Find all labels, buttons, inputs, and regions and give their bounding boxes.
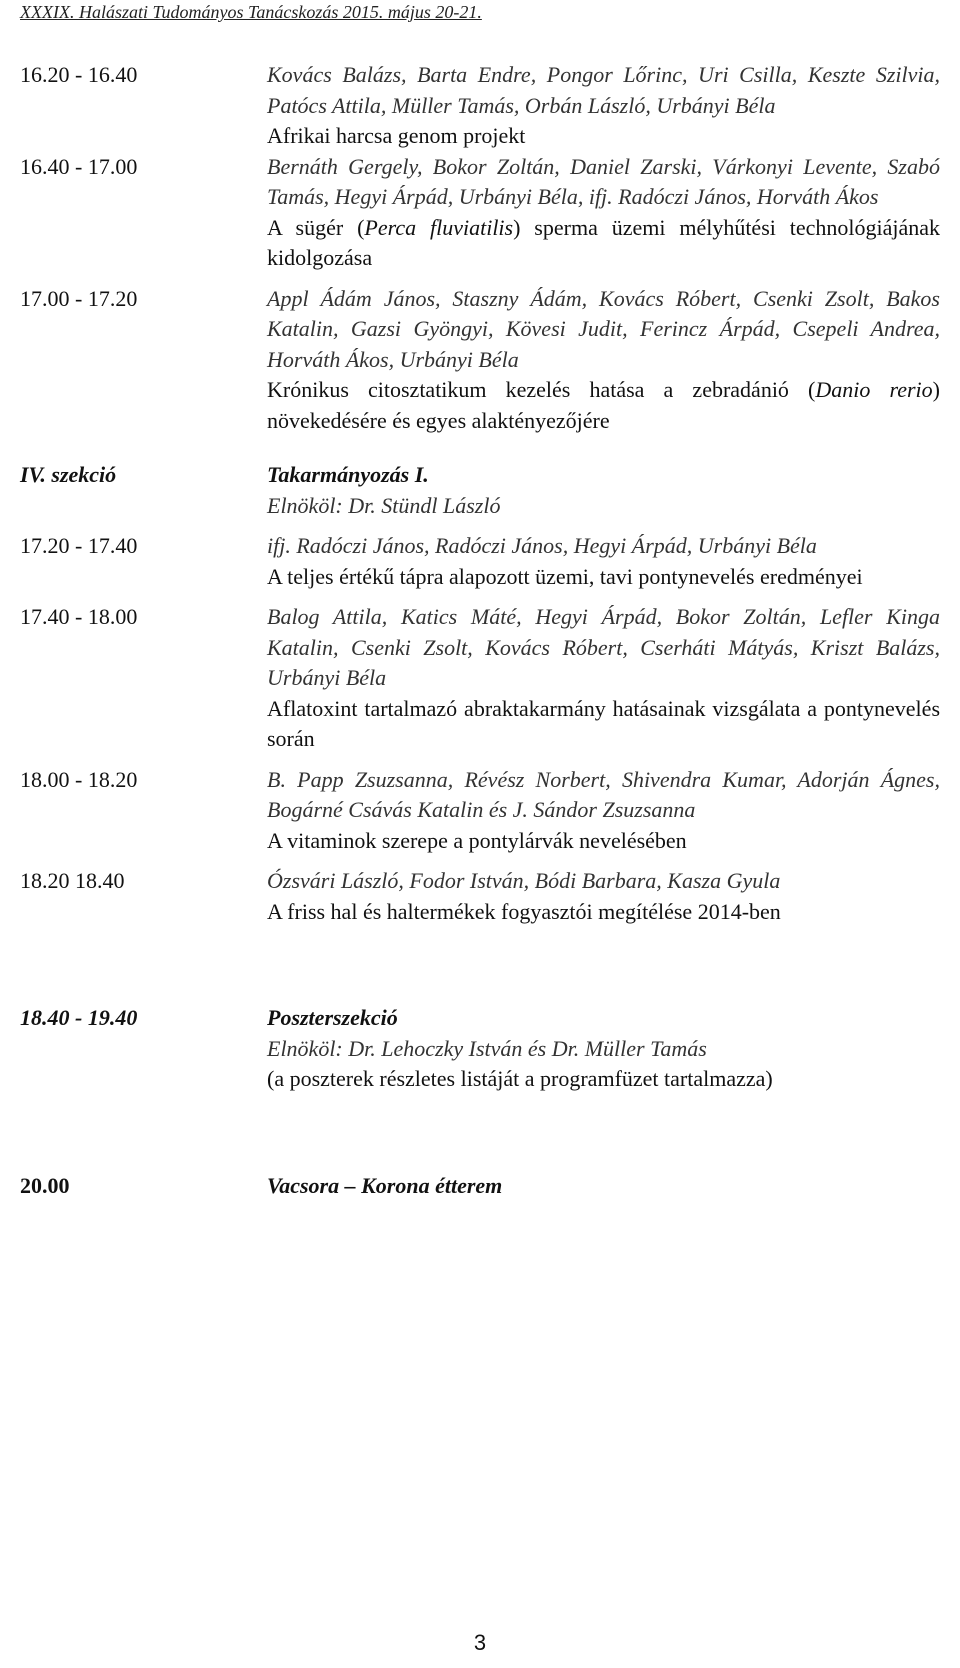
entry-time: 16.20 - 16.40 xyxy=(20,62,138,87)
entry-authors: Kovács Balázs, Barta Endre, Pongor Lőrinc, Uri Csilla, Keszte Szilvia, Patócs Attila, Müller Tamás, Orbán László, Urbányi Béla xyxy=(267,62,940,118)
program-schedule xyxy=(20,60,940,1201)
dinner-title: Vacsora – Korona étterem xyxy=(267,1172,503,1198)
schedule-entry xyxy=(20,60,940,152)
poster-note: (a poszterek részletes listáját a programfüzet tartalmazza) xyxy=(267,1066,773,1091)
entry-title: A friss hal és haltermékek fogyasztói megítélése 2014-ben xyxy=(267,898,781,924)
schedule-entry xyxy=(20,602,940,755)
species-name: Danio rerio xyxy=(815,377,933,402)
poster-session xyxy=(20,1003,940,1095)
entry-title: A vitaminok szerepe a pontylárvák nevelésében xyxy=(267,827,687,853)
section-label: IV. szekció xyxy=(20,462,117,487)
entry-authors: Ózsvári László, Fodor István, Bódi Barbara, Kasza Gyula xyxy=(267,868,781,893)
entry-time: 17.00 - 17.20 xyxy=(20,285,138,311)
entry-authors: B. Papp Zsuzsanna, Révész Norbert, Shivendra Kumar, Adorján Ágnes, Bogárné Csávás Katalin és J. Sándor Zsuzsanna xyxy=(267,766,940,822)
species-name: Perca fluviatilis xyxy=(364,214,514,240)
entry-title: Afrikai harcsa genom projekt xyxy=(267,123,526,148)
dinner-entry xyxy=(20,1171,940,1202)
schedule-entry xyxy=(20,531,940,592)
entry-title: Krónikus citosztatikum kezelés hatása a zebradánió (Danio rerio) növekedésére és egyes alaktényezőjére xyxy=(267,377,940,433)
poster-time: 18.40 - 19.40 xyxy=(20,1005,138,1030)
entry-title: Aflatoxint tartalmazó abraktakarmány hatásainak vizsgálata a pontynevelés során xyxy=(267,695,940,751)
entry-authors: ifj. Radóczi János, Radóczi János, Hegyi Árpád, Urbányi Béla xyxy=(267,533,817,558)
poster-chair: Elnököl: Dr. Lehoczky István és Dr. Müller Tamás xyxy=(267,1035,707,1061)
dinner-time: 20.00 xyxy=(20,1172,70,1198)
poster-title: Poszterszekció xyxy=(267,1005,398,1030)
entry-authors: Balog Attila, Katics Máté, Hegyi Árpád, Bokor Zoltán, Lefler Kinga Katalin, Csenki Zsolt, Kovács Róbert, Cserháti Mátyás, Kriszt Balázs, Urbányi Béla xyxy=(267,604,940,690)
section-chair: Elnököl: Dr. Stündl László xyxy=(267,492,501,518)
schedule-entry xyxy=(20,765,940,857)
schedule-entry xyxy=(20,152,940,274)
entry-time: 17.40 - 18.00 xyxy=(20,604,138,629)
schedule-entry xyxy=(20,284,940,437)
entry-title: A teljes értékű tápra alapozott üzemi, tavi pontynevelés eredményei xyxy=(267,563,863,589)
section-header xyxy=(20,460,940,521)
entry-authors: Appl Ádám János, Staszny Ádám, Kovács Róbert, Csenki Zsolt, Bakos Katalin, Gazsi Gyöngyi, Kövesi Judit, Ferincz Árpád, Csepeli Andrea, Horváth Ákos, Urbányi Béla xyxy=(267,285,940,372)
section-title: Takarmányozás I. xyxy=(267,462,429,487)
page-number: 3 xyxy=(473,1630,487,1655)
entry-time: 18.00 - 18.20 xyxy=(20,766,138,792)
schedule-entry xyxy=(20,866,940,927)
entry-time: 16.40 - 17.00 xyxy=(20,153,138,179)
entry-time: 17.20 - 17.40 xyxy=(20,533,138,558)
entry-authors: Bernáth Gergely, Bokor Zoltán, Daniel Zarski, Várkonyi Levente, Szabó Tamás, Hegyi Árpád, Urbányi Béla, ifj. Radóczi János, Horváth Ákos xyxy=(267,153,940,209)
entry-title: A sügér (Perca fluviatilis) sperma üzemi mélyhűtési technológiájának kidolgozása xyxy=(267,214,941,270)
entry-time: 18.20 18.40 xyxy=(20,868,125,893)
page-header: XXXIX. Halászati Tudományos Tanácskozás 2015. május 20-21. xyxy=(20,2,482,22)
